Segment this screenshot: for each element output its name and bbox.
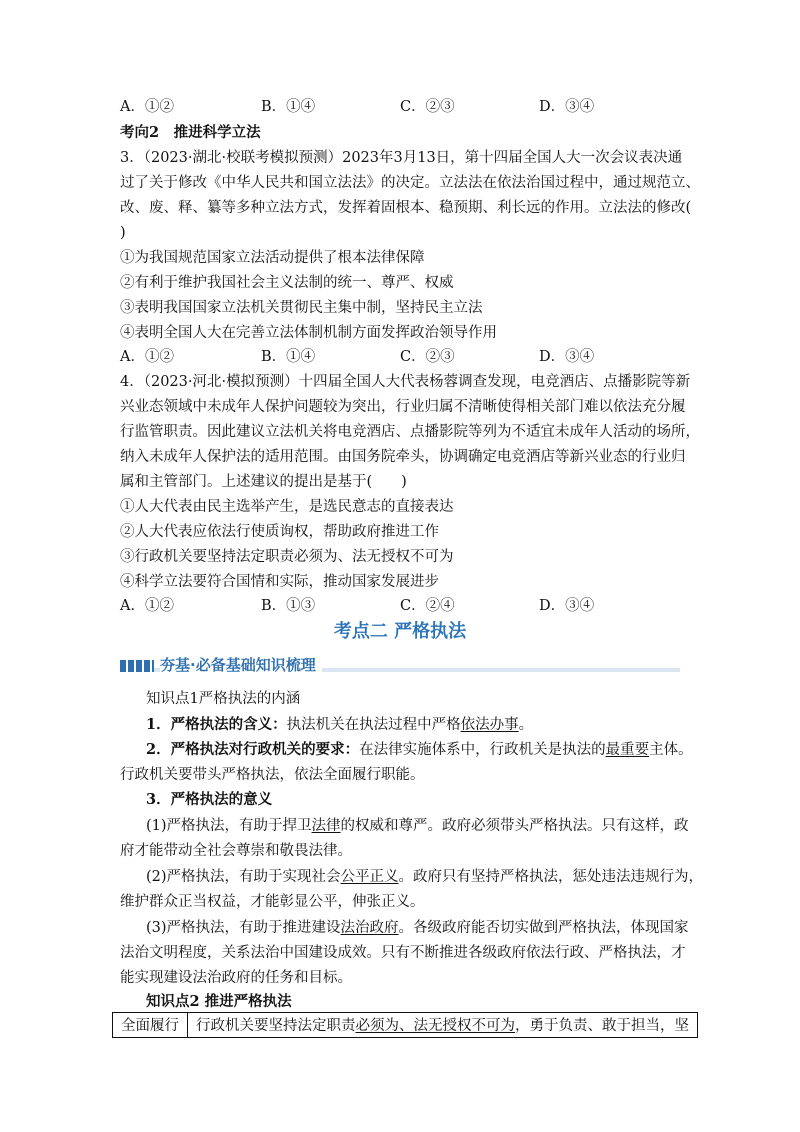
- kp1-p3-label: 3．严格执法的意义: [146, 791, 273, 808]
- option-c: C．②③: [400, 349, 455, 365]
- kp1-s1: [146, 817, 689, 835]
- option-a: A．①②: [120, 99, 174, 115]
- kp1-s3-post: 。各级政府能否切实做到严格执法，体现国家: [398, 920, 689, 936]
- section-banner: [120, 654, 680, 676]
- section-heading: 考向2 推进科学立法: [120, 124, 261, 141]
- q3-item-3: ③表明我国国家立法机关贯彻民主集中制，坚持民主立法: [120, 300, 483, 316]
- kp1-s3-line2: 法治文明程度，关系法治中国建设成效。只有不断推进各级政府依法行政、严格执法，才: [120, 945, 686, 961]
- option-a: A．①②: [120, 349, 174, 365]
- q3-line-3: 改、废、释、纂等多种立法方式，发挥着固根本、稳预期、利长远的作用。立法法的修改(: [120, 200, 692, 216]
- kp2-heading: 知识点2 推进严格执法: [146, 993, 292, 1010]
- kp1-p2-label: 2．严格执法对行政机关的要求：: [146, 741, 360, 758]
- kp2-table-pre: 行政机关要坚持法定职责: [196, 1018, 356, 1034]
- kp1-p2-line2: 行政机关要带头严格执法，依法全面履行职能。: [120, 767, 425, 783]
- q4-options: [120, 597, 740, 615]
- kp1-p2-text: 在法律实施体系中，行政机关是执法的: [359, 742, 606, 758]
- option-d: D．③④: [539, 349, 595, 365]
- kp1-p1: [146, 716, 533, 734]
- banner-stripes-icon: [120, 660, 154, 672]
- kp1-s1-post: 的权威和尊严。政府必须带头严格执法。只有这样，政: [340, 818, 689, 834]
- q4-line-2: 兴业态领域中未成年人保护问题较为突出，行业归属不清晰使得相关部门难以依法充分履: [120, 399, 686, 415]
- section-title: 考点二 严格执法: [333, 621, 467, 642]
- kp1-s3-keyword: 法治政府: [340, 920, 399, 936]
- option-b: B．①④: [261, 349, 316, 365]
- banner-label: 夯基·必备基础知识梳理: [160, 654, 322, 675]
- q4-line-3: 行监管职责。因此建议立法机关将电竞酒店、点播影院等列为不适宜未成年人活动的场所，: [120, 424, 700, 440]
- q4-line-5: 属和主管部门。上述建议的提出是基于( ): [120, 474, 407, 490]
- q3-line-2: 过了关于修改《中华人民共和国立法法》的决定。立法法在依法治国过程中，通过规范立、: [120, 175, 700, 191]
- option-c: C．②③: [400, 99, 455, 115]
- option-a: A．①②: [120, 598, 174, 614]
- kp1-p2-keyword: 最重要: [605, 742, 650, 758]
- option-b: B．①③: [261, 598, 316, 614]
- kp2-table-col1: 全面履行: [113, 1013, 188, 1038]
- kp1-s2-keyword: 公平正义: [340, 869, 399, 885]
- answer-options-prev: [120, 98, 740, 116]
- kp1-p2: [146, 741, 693, 759]
- q4-item-1: ①人大代表由民主选举产生，是选民意志的直接表达: [120, 499, 454, 515]
- q4-line-4: 纳入未成年人保护法的适用范围。由国务院牵头，协调确定电竞酒店等新兴业态的行业归: [120, 449, 686, 465]
- kp1-s2: [146, 868, 703, 886]
- kp1-s2-post: 。政府只有坚持严格执法，惩处违法违规行为，: [398, 869, 704, 885]
- kp1-p2-end: 主体。: [649, 742, 693, 758]
- q3-line-1: 3．（2023·湖北·校联考模拟预测）2023年3月13日，第十四届全国人大一次会议表决通: [120, 150, 683, 166]
- kp1-p1-end: 。: [518, 717, 534, 733]
- option-b: B．①④: [261, 99, 316, 115]
- option-d: D．③④: [539, 99, 595, 115]
- q4-item-2: ②人大代表应依法行使质询权，帮助政府推进工作: [120, 524, 439, 540]
- kp1-s1-line2: 府才能带动全社会尊崇和敬畏法律。: [120, 843, 352, 859]
- kp1-s1-keyword: 法律: [311, 818, 341, 834]
- q4-item-4: ④科学立法要符合国情和实际，推动国家发展进步: [120, 574, 439, 590]
- kp1-s3-line3: 能实现建设法治政府的任务和目标。: [120, 970, 352, 986]
- kp1-s1-pre: (1)严格执法，有助于捍卫: [146, 818, 312, 834]
- option-c: C．②④: [400, 598, 455, 614]
- q3-item-1: ①为我国规范国家立法活动提供了根本法律保障: [120, 250, 425, 266]
- kp1-s3: [146, 919, 689, 937]
- kp1-heading: 知识点1严格执法的内涵: [146, 691, 301, 707]
- table-row: [113, 1013, 698, 1038]
- kp1-p1-label: 1．严格执法的含义：: [146, 716, 287, 733]
- q3-options: [120, 348, 740, 366]
- kp2-table: [112, 1012, 698, 1038]
- kp2-table-post: ，勇于负责、敢于担当，坚: [515, 1018, 689, 1034]
- kp2-table-keyword: 必须为、法无授权不可为: [355, 1018, 515, 1034]
- kp1-p1-text: 执法机关在执法过程中严格: [286, 717, 461, 733]
- q4-line-1: 4．（2023·河北·模拟预测）十四届全国人大代表杨蓉调查发现，电竞酒店、点播影院等新: [120, 374, 691, 390]
- q3-line-4: ): [120, 225, 126, 241]
- kp1-s2-pre: (2)严格执法，有助于实现社会: [146, 869, 341, 885]
- q4-item-3: ③行政机关要坚持法定职责必须为、法无授权不可为: [120, 549, 454, 565]
- kp1-s2-line2: 维护群众正当权益，才能彰显公平，伸张正义。: [120, 894, 425, 910]
- kp1-s3-pre: (3)严格执法，有助于推进建设: [146, 920, 341, 936]
- q3-item-2: ②有利于维护我国社会主义法制的统一、尊严、权威: [120, 275, 454, 291]
- kp1-p1-keyword: 依法办事: [460, 717, 519, 733]
- q3-item-4: ④表明全国人大在完善立法体制机制方面发挥政治领导作用: [120, 325, 497, 341]
- option-d: D．③④: [539, 598, 595, 614]
- kp2-table-col2: [188, 1013, 698, 1038]
